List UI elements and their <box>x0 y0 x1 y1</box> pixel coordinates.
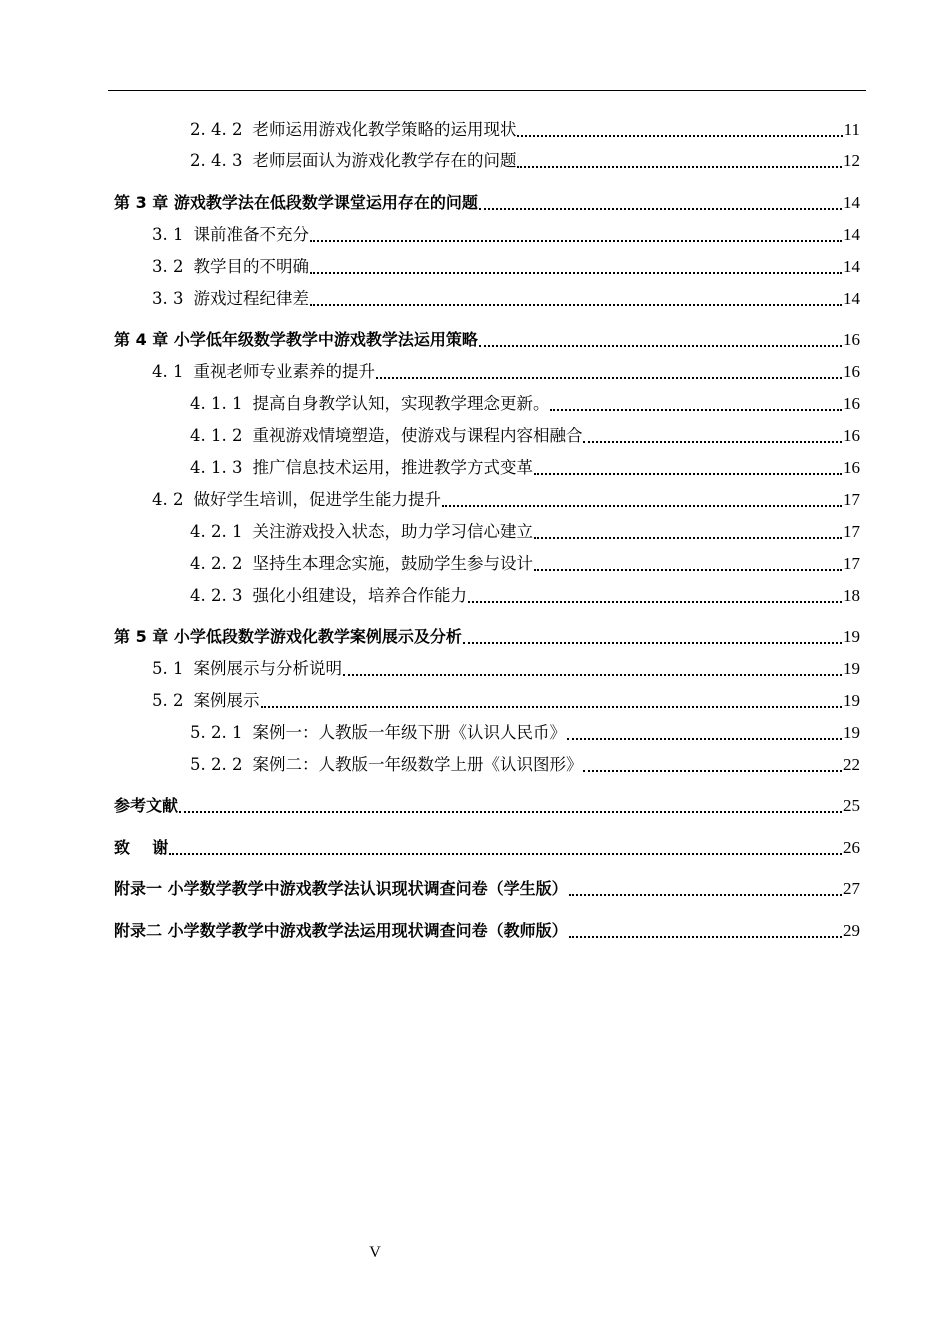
entry-number: 5. 1 <box>152 659 184 678</box>
entry-page-number: 19 <box>843 723 860 742</box>
toc-entry-4-1-1[interactable] <box>190 392 860 416</box>
dot-leader <box>583 756 842 772</box>
toc-entry-chapter-3[interactable] <box>114 191 860 215</box>
toc-entry-5-1[interactable] <box>152 657 860 681</box>
entry-number: 3. 3 <box>152 289 184 308</box>
entry-number: 4. 1. 1 <box>190 394 243 413</box>
entry-title: 提高自身教学认知，实现教学理念更新。 <box>252 394 550 413</box>
entry-title: 案例展示 <box>193 691 260 710</box>
toc-entry-chapter-5[interactable] <box>114 625 860 649</box>
entry-title: 第 5 章 小学低段数学游戏化教学案例展示及分析 <box>114 627 462 646</box>
entry-title: 第 4 章 小学低年级数学教学中游戏教学法运用策略 <box>114 330 478 349</box>
dot-leader <box>534 459 842 475</box>
entry-title: 老师层面认为游戏化教学存在的问题 <box>252 151 517 170</box>
dot-leader <box>534 523 842 539</box>
dot-leader <box>583 427 842 443</box>
entry-number: 5. 2. 1 <box>190 723 243 742</box>
entry-page-number: 16 <box>843 362 860 381</box>
entry-title: 参考文献 <box>114 796 179 815</box>
entry-title: 关注游戏投入状态，助力学习信心建立 <box>252 522 533 541</box>
toc-entry-2-4-2[interactable] <box>190 118 860 142</box>
entry-title: 老师运用游戏化教学策略的运用现状 <box>252 120 517 139</box>
entry-title: 致 谢 <box>114 838 169 857</box>
dot-leader <box>343 660 842 676</box>
entry-page-number: 11 <box>843 120 860 139</box>
toc-entry-appendix-1[interactable] <box>114 877 860 901</box>
dot-leader <box>479 194 842 210</box>
toc-entry-5-2-2[interactable] <box>190 753 860 777</box>
entry-page-number: 12 <box>843 151 860 170</box>
dot-leader <box>550 395 842 411</box>
dot-leader <box>517 152 842 168</box>
entry-title: 重视游戏情境塑造，使游戏与课程内容相融合 <box>252 426 583 445</box>
entry-title: 第 3 章 游戏教学法在低段数学课堂运用存在的问题 <box>114 193 478 212</box>
dot-leader <box>179 797 842 813</box>
toc-entry-3-1[interactable] <box>152 223 860 247</box>
entry-page-number: 25 <box>843 796 860 815</box>
toc-entry-acknowledgements[interactable] <box>114 836 860 860</box>
entry-number: 2. 4. 2 <box>190 120 243 139</box>
entry-number: 4. 2. 3 <box>190 586 243 605</box>
entry-page-number: 16 <box>843 458 860 477</box>
toc-entry-3-2[interactable] <box>152 255 860 279</box>
footer-page-number: V <box>369 1244 381 1261</box>
toc-entry-chapter-4[interactable] <box>114 328 860 352</box>
toc-entry-4-2[interactable] <box>152 488 860 512</box>
dot-leader <box>463 628 842 644</box>
toc-entry-5-2-1[interactable] <box>190 721 860 745</box>
entry-page-number: 14 <box>843 193 860 212</box>
toc-entry-3-3[interactable] <box>152 287 860 311</box>
entry-title: 附录二 小学数学教学中游戏教学法运用现状调查问卷（教师版） <box>114 921 568 940</box>
entry-number: 2. 4. 3 <box>190 151 243 170</box>
entry-page-number: 16 <box>843 426 860 445</box>
dot-leader <box>310 290 842 306</box>
entry-title: 坚持生本理念实施，鼓励学生参与设计 <box>252 554 533 573</box>
entry-number: 4. 2. 1 <box>190 522 243 541</box>
entry-page-number: 17 <box>843 522 860 541</box>
entry-page-number: 17 <box>843 554 860 573</box>
entry-title: 做好学生培训，促进学生能力提升 <box>193 490 441 509</box>
entry-title: 附录一 小学数学教学中游戏教学法认识现状调查问卷（学生版） <box>114 879 568 898</box>
dot-leader <box>567 724 842 740</box>
toc-entry-appendix-2[interactable] <box>114 919 860 943</box>
toc-entry-5-2[interactable] <box>152 689 860 713</box>
entry-number: 4. 1. 2 <box>190 426 243 445</box>
entry-number: 4. 2 <box>152 490 184 509</box>
dot-leader <box>468 587 842 603</box>
toc-entry-4-1[interactable] <box>152 360 860 384</box>
entry-page-number: 16 <box>843 394 860 413</box>
entry-number: 3. 1 <box>152 225 184 244</box>
entry-page-number: 17 <box>843 490 860 509</box>
toc-entry-4-1-2[interactable] <box>190 424 860 448</box>
entry-title: 重视老师专业素养的提升 <box>193 362 375 381</box>
dot-leader <box>479 331 842 347</box>
dot-leader <box>442 491 842 507</box>
entry-number: 5. 2 <box>152 691 184 710</box>
dot-leader <box>517 121 842 137</box>
entry-page-number: 19 <box>843 659 860 678</box>
entry-page-number: 26 <box>843 838 860 857</box>
entry-title: 强化小组建设，培养合作能力 <box>252 586 467 605</box>
dot-leader <box>169 839 842 855</box>
entry-number: 5. 2. 2 <box>190 755 243 774</box>
entry-number: 4. 1 <box>152 362 184 381</box>
dot-leader <box>569 880 842 896</box>
entry-title: 教学目的不明确 <box>193 257 309 276</box>
entry-title: 推广信息技术运用，推进教学方式变革 <box>252 458 533 477</box>
entry-page-number: 16 <box>843 330 860 349</box>
entry-page-number: 27 <box>843 879 860 898</box>
toc-entry-4-2-3[interactable] <box>190 584 860 608</box>
entry-page-number: 18 <box>843 586 860 605</box>
entry-title: 课前准备不充分 <box>193 225 309 244</box>
dot-leader <box>534 555 842 571</box>
dot-leader <box>569 922 842 938</box>
entry-number: 3. 2 <box>152 257 184 276</box>
toc-entry-4-2-2[interactable] <box>190 552 860 576</box>
dot-leader <box>310 258 842 274</box>
entry-page-number: 14 <box>843 225 860 244</box>
toc-entry-4-1-3[interactable] <box>190 456 860 480</box>
entry-page-number: 19 <box>843 627 860 646</box>
entry-title: 案例一：人教版一年级下册《认识人民币》 <box>252 723 566 742</box>
toc-entry-2-4-3[interactable] <box>190 149 860 173</box>
entry-title: 案例二：人教版一年级数学上册《认识图形》 <box>252 755 583 774</box>
entry-title: 案例展示与分析说明 <box>193 659 342 678</box>
entry-page-number: 22 <box>843 755 860 774</box>
dot-leader <box>310 226 842 242</box>
entry-title: 游戏过程纪律差 <box>193 289 309 308</box>
entry-number: 4. 1. 3 <box>190 458 243 477</box>
toc-entry-references[interactable] <box>114 794 860 818</box>
entry-page-number: 14 <box>843 289 860 308</box>
entry-page-number: 19 <box>843 691 860 710</box>
entry-number: 4. 2. 2 <box>190 554 243 573</box>
dot-leader <box>261 692 843 708</box>
entry-page-number: 29 <box>843 921 860 940</box>
entry-page-number: 14 <box>843 257 860 276</box>
dot-leader <box>376 363 842 379</box>
toc-entry-4-2-1[interactable] <box>190 520 860 544</box>
